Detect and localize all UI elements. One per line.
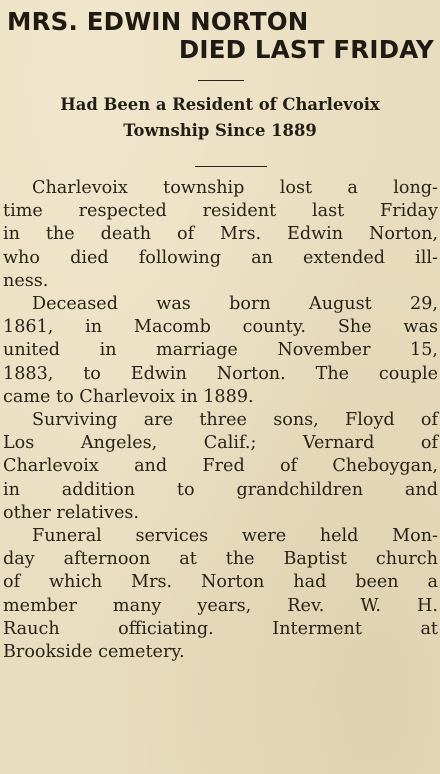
text-line: came to Charlevoix in 1889. — [3, 386, 254, 407]
paragraph-1 — [3, 177, 438, 293]
paragraph-2 — [3, 293, 438, 409]
text-line: Funeral services were held Mon- — [32, 526, 438, 547]
subheadline — [2, 92, 438, 144]
text-line: ness. — [3, 270, 49, 291]
text-line: other relatives. — [3, 502, 140, 523]
text-line: Los Angeles, Calif.; Vernard of — [3, 433, 438, 454]
divider-rule-top — [198, 80, 244, 81]
text-line: who died following an extended ill- — [3, 247, 438, 268]
text-line: day afternoon at the Baptist church — [3, 549, 438, 570]
text-line: Charlevoix and Fred of Cheboygan, — [3, 456, 438, 477]
divider-rule-bottom — [195, 166, 267, 167]
headline — [4, 8, 436, 64]
text-line: Rauch officiating. Interment at — [3, 618, 438, 639]
text-line: 1883, to Edwin Norton. The couple — [3, 363, 438, 384]
paragraph-3 — [3, 409, 438, 525]
text-line: member many years, Rev. W. H. — [3, 595, 438, 616]
text-line: united in marriage November 15, — [3, 340, 438, 361]
subheadline-line-1: Had Been a Resident of Charlevoix — [60, 95, 380, 114]
headline-line-1: MRS. EDWIN NORTON — [7, 7, 309, 36]
article-body — [3, 177, 438, 664]
text-line: in addition to grandchildren and — [3, 479, 438, 500]
headline-line-2: DIED LAST FRIDAY — [178, 35, 434, 64]
text-line: Deceased was born August 29, — [32, 294, 438, 315]
text-line: Charlevoix township lost a long- — [32, 178, 438, 198]
text-line: 1861, in Macomb county. She was — [3, 317, 438, 338]
paragraph-4 — [3, 525, 438, 664]
text-line: Brookside cemetery. — [3, 642, 185, 663]
text-line: in the death of Mrs. Edwin Norton, — [3, 224, 438, 245]
text-line: time respected resident last Friday — [3, 201, 438, 222]
subheadline-line-2: Township Since 1889 — [123, 121, 317, 140]
text-line: Surviving are three sons, Floyd of — [32, 410, 438, 431]
text-line: of which Mrs. Norton had been a — [3, 572, 438, 593]
